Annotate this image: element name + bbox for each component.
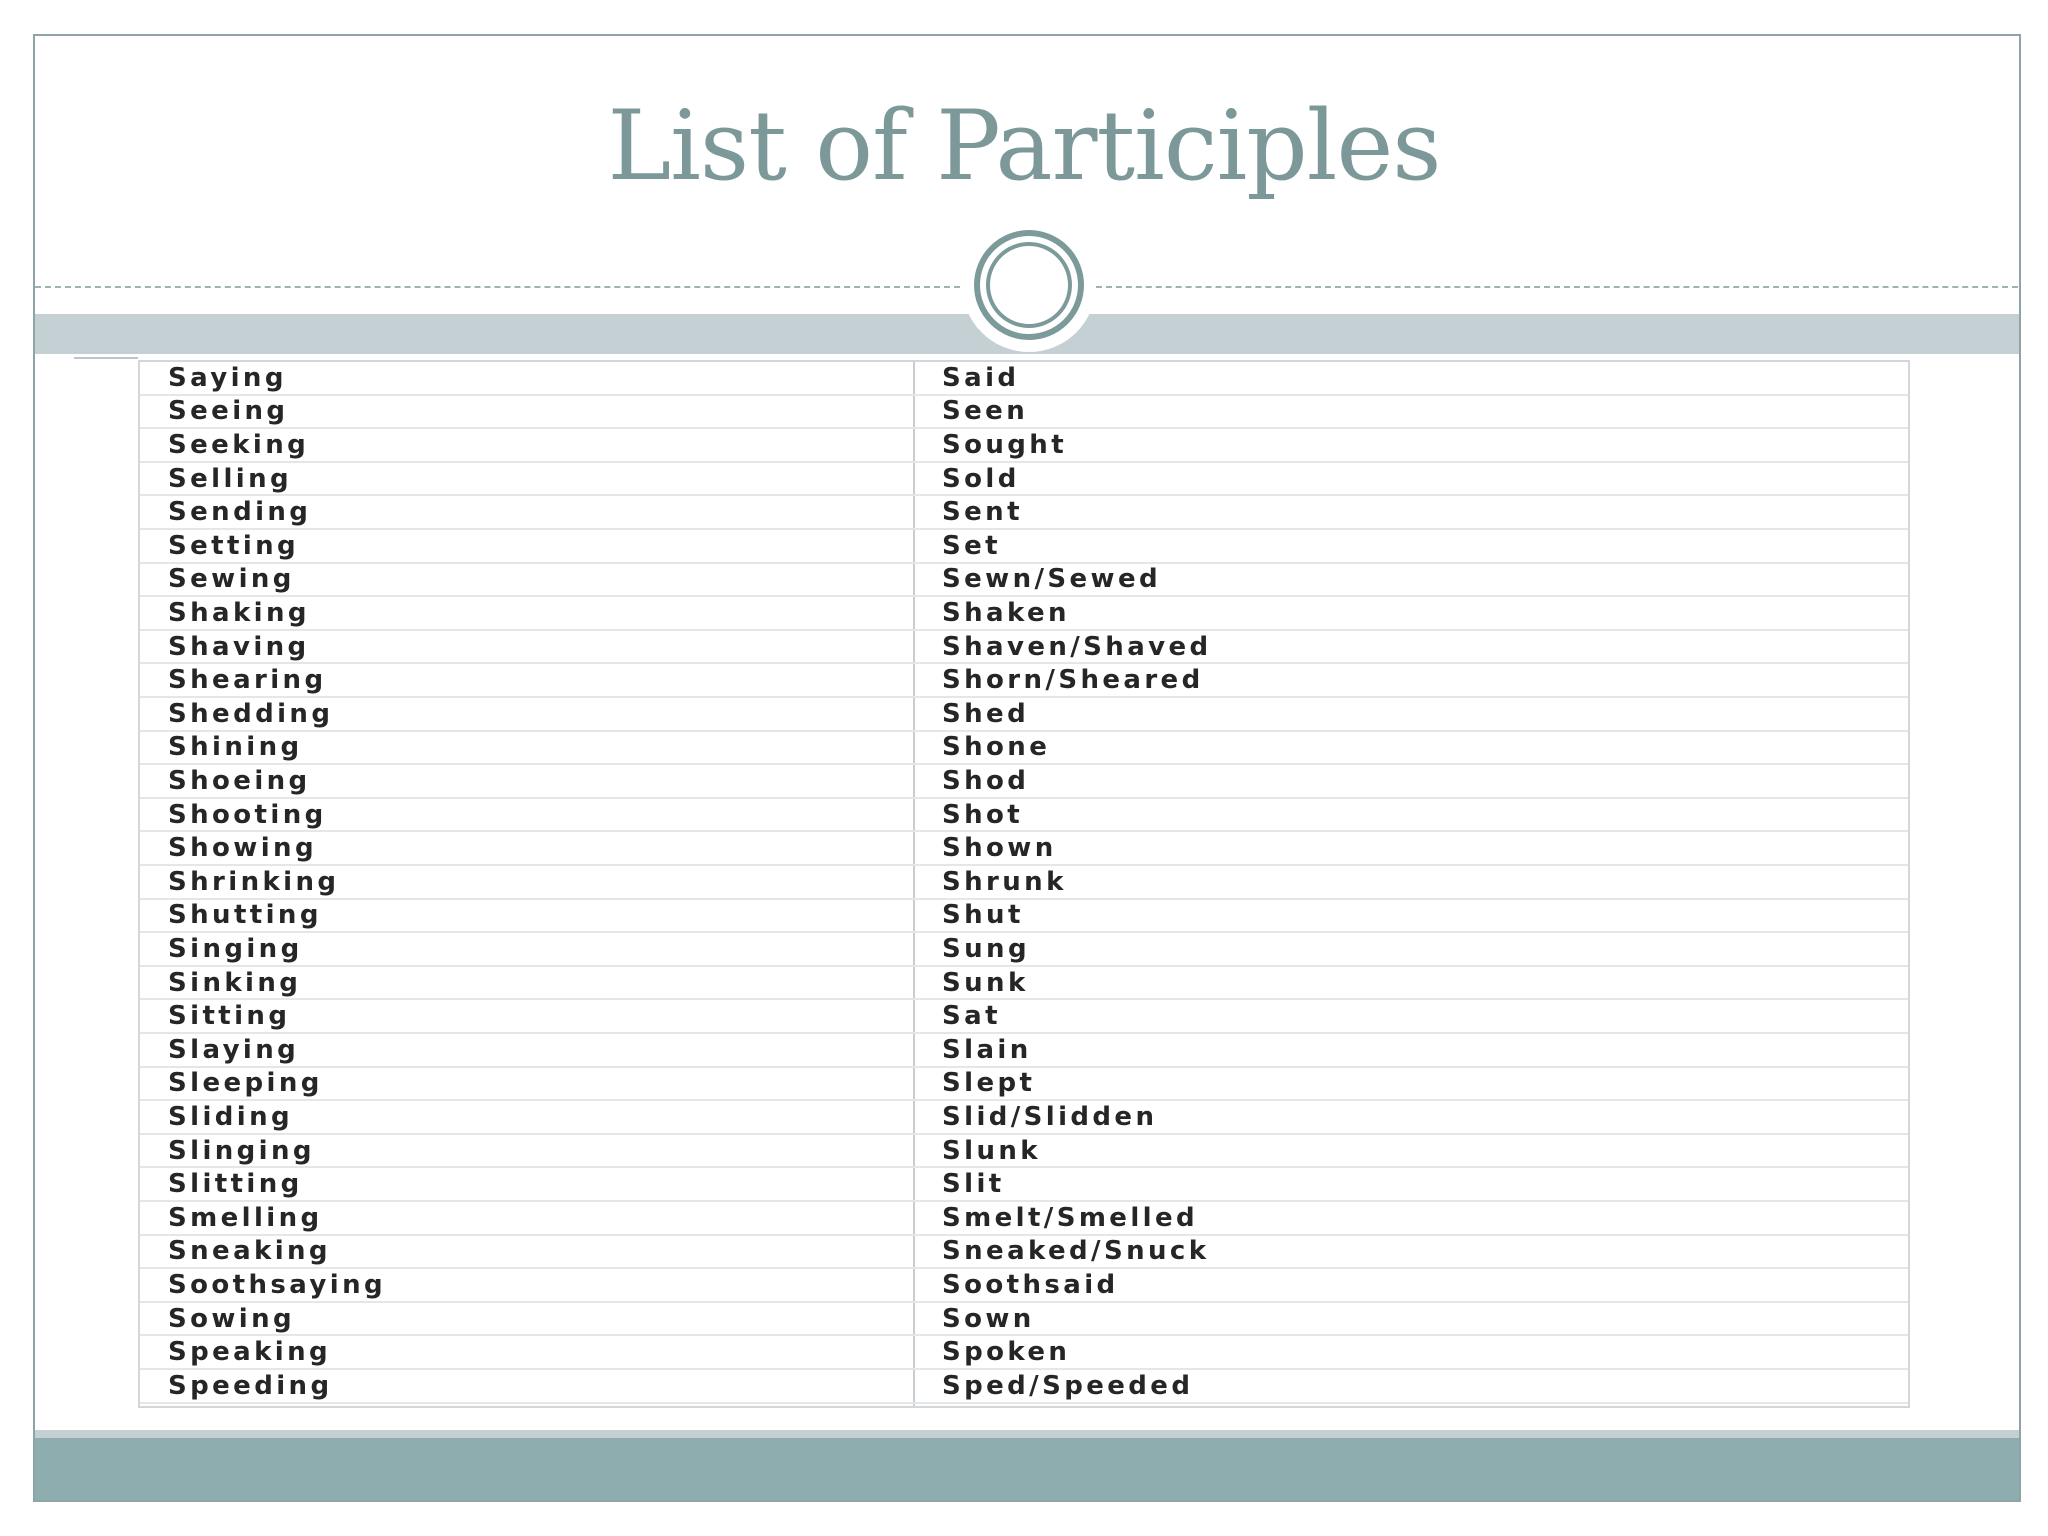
present-participle-cell: Shutting (168, 900, 322, 931)
table-row (140, 1101, 1908, 1135)
past-participle-cell: Shed (942, 698, 1030, 729)
table-row (140, 530, 1908, 564)
table-row (140, 900, 1908, 934)
past-participle-cell: Smelt/Smelled (942, 1202, 1199, 1233)
present-participle-cell: Soothsaying (168, 1269, 386, 1300)
table-row (140, 967, 1908, 1001)
table-row (140, 866, 1908, 900)
table-row (140, 1034, 1908, 1068)
past-participle-cell: Sought (942, 429, 1068, 460)
table-row (140, 1269, 1908, 1303)
table-row (140, 732, 1908, 766)
past-participle-cell: Said (942, 362, 1020, 393)
table-row (140, 396, 1908, 430)
past-participle-cell: Soothsaid (942, 1269, 1119, 1300)
table-row (140, 1000, 1908, 1034)
table-row (140, 1236, 1908, 1270)
present-participle-cell: Sinking (168, 967, 302, 998)
past-participle-cell: Sold (942, 463, 1020, 494)
past-participle-cell: Shaken (942, 597, 1070, 628)
past-participle-cell: Sung (942, 933, 1030, 964)
table-row (140, 765, 1908, 799)
title-divider-left (35, 286, 960, 288)
past-participle-cell: Shaven/Shaved (942, 631, 1212, 662)
present-participle-cell: Shedding (168, 698, 334, 729)
past-participle-cell: Shot (942, 799, 1024, 830)
table-row (140, 832, 1908, 866)
past-participle-cell: Slunk (942, 1135, 1041, 1166)
table-row (140, 362, 1908, 396)
past-participle-cell: Slain (942, 1034, 1032, 1065)
present-participle-cell: Slinging (168, 1135, 315, 1166)
present-participle-cell: Slitting (168, 1169, 303, 1200)
past-participle-cell: Shod (942, 765, 1030, 796)
present-participle-cell: Shrinking (168, 866, 340, 897)
participle-table (138, 360, 1910, 1408)
table-row (140, 1202, 1908, 1236)
past-participle-cell: Seen (942, 396, 1029, 427)
present-participle-cell: Shoeing (168, 765, 311, 796)
present-participle-cell: Speaking (168, 1337, 332, 1368)
past-participle-cell: Shown (942, 833, 1057, 864)
table-row (140, 564, 1908, 598)
present-participle-cell: Slaying (168, 1034, 300, 1065)
table-row (140, 496, 1908, 530)
present-participle-cell: Sending (168, 497, 312, 528)
past-participle-cell: Sped/Speeded (942, 1370, 1194, 1401)
present-participle-cell: Showing (168, 833, 317, 864)
present-participle-cell: Sneaking (168, 1236, 331, 1267)
present-participle-cell: Seeing (168, 396, 289, 427)
present-participle-cell: Shooting (168, 799, 327, 830)
table-row (140, 698, 1908, 732)
present-participle-cell: Shaking (168, 597, 310, 628)
past-participle-cell: Sown (942, 1303, 1035, 1334)
past-participle-cell: Shrunk (942, 866, 1067, 897)
table-row (140, 463, 1908, 497)
table-row (140, 429, 1908, 463)
past-participle-cell: Sneaked/Snuck (942, 1236, 1210, 1267)
present-participle-cell: Sleeping (168, 1068, 323, 1099)
table-edge-line (74, 357, 138, 359)
present-participle-cell: Setting (168, 530, 300, 561)
past-participle-cell: Sat (942, 1001, 1001, 1032)
footer-band (35, 1438, 2019, 1500)
past-participle-cell: Shone (942, 732, 1051, 763)
present-participle-cell: Sewing (168, 564, 295, 595)
present-participle-cell: Selling (168, 463, 293, 494)
past-participle-cell: Slid/Slidden (942, 1101, 1158, 1132)
table-row (140, 1303, 1908, 1337)
present-participle-cell: Sitting (168, 1001, 291, 1032)
past-participle-cell: Spoken (942, 1337, 1071, 1368)
past-participle-cell: Sent (942, 497, 1023, 528)
table-row (140, 1370, 1908, 1404)
present-participle-cell: Seeking (168, 429, 310, 460)
present-participle-cell: Saying (168, 362, 287, 393)
slide-title: List of Participles (607, 90, 1441, 202)
present-participle-cell: Singing (168, 933, 303, 964)
past-participle-cell: Sewn/Sewed (942, 564, 1162, 595)
present-participle-cell: Shaving (168, 631, 310, 662)
past-participle-cell: Slit (942, 1169, 1005, 1200)
table-row (140, 1336, 1908, 1370)
table-row (140, 933, 1908, 967)
present-participle-cell: Shearing (168, 665, 327, 696)
table-row (140, 631, 1908, 665)
present-participle-cell: Smelling (168, 1202, 323, 1233)
present-participle-cell: Shining (168, 732, 303, 763)
present-participle-cell: Sliding (168, 1101, 293, 1132)
title-divider-right (1096, 286, 2018, 288)
present-participle-cell: Sowing (168, 1303, 296, 1334)
past-participle-cell: Slept (942, 1068, 1036, 1099)
table-row (140, 1168, 1908, 1202)
table-row (140, 1068, 1908, 1102)
past-participle-cell: Set (942, 530, 1001, 561)
footer-accent (35, 1430, 2019, 1438)
table-row (140, 1135, 1908, 1169)
table-row (140, 597, 1908, 631)
circle-ornament-inner (986, 242, 1072, 328)
present-participle-cell: Speeding (168, 1370, 333, 1401)
past-participle-cell: Shorn/Sheared (942, 665, 1204, 696)
past-participle-cell: Sunk (942, 967, 1029, 998)
past-participle-cell: Shut (942, 900, 1024, 931)
table-row (140, 799, 1908, 833)
table-row (140, 664, 1908, 698)
